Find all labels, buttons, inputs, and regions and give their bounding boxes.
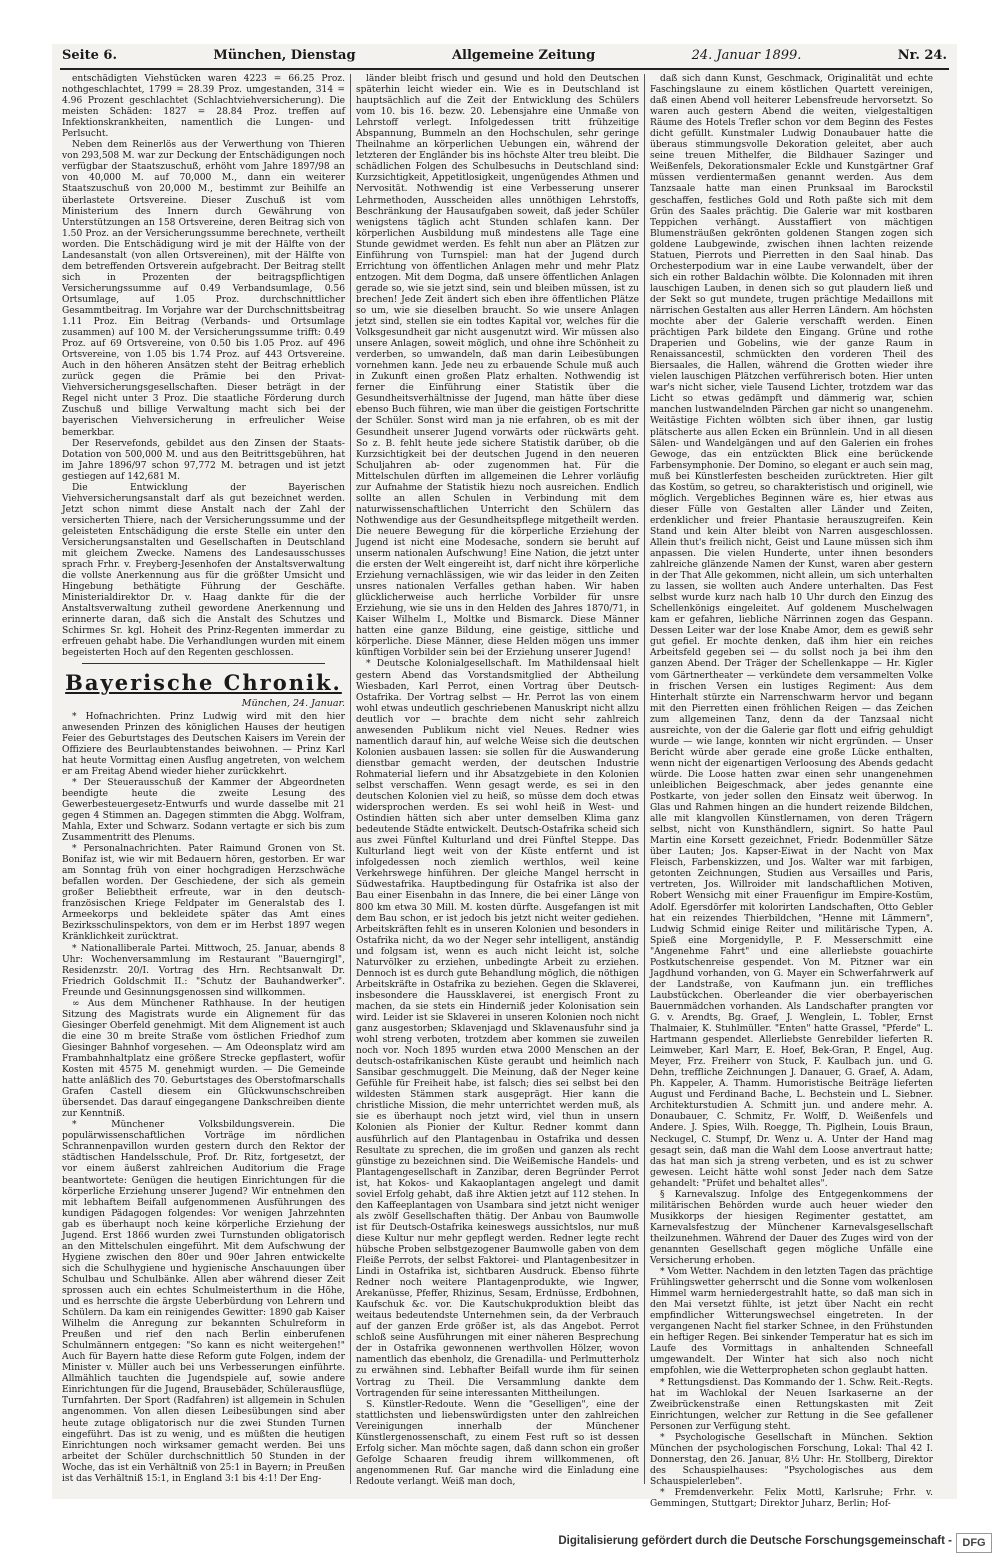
column-divider [644,74,645,1484]
page-number: Seite 6. [62,48,117,63]
column-2 [356,74,639,1489]
paragraph: * Personalnachrichten. Pater Raimund Gronen von St. Bonifaz ist, wie wir mit Bedauern hören, gestorben. Er war am Sonntag früh von einer hochgradigen Herzschwäche befallen worden. Der Geschiedene, der sich als gemein großer Beliebtheit erfreute, war in den deutsch-französischen Kriege Feldpater im Generalstab des I. Armeekorps und bekleidete später das Amt eines Bezirksschulinspektors, von dem er im Herbst 1897 wegen Kränklichkeit zurücktrat. [62,844,345,943]
paragraph: ∞ Aus dem Münchener Rathhause. In der heutigen Sitzung des Magistrats wurde ein Alignement für das Giesinger Oberfeld genehmigt. Mit dem Alignement ist auch die eine 30 m breite Straße vom östlichen Friedhof zum Giesinger Bahnhof vorgesehen. — Am Odeonsplatz wird am Frambahnhaltplatz eine größere Strecke gepflastert, wofür Kosten mit 4575 M. genehmigt wurden. — Die Gemeinde hatte anläßlich des 70. Geburtstages des Oberstofmarschalls Grafen Castell diesem ein Glückwunschschreiben übersendet. Das darauf eingegangene Dankschreiben diente zur Kenntniß. [62,998,345,1120]
column-divider [350,74,351,1484]
paragraph: daß sich dann Kunst, Geschmack, Originalität und echte Faschingslaune zu einem köstlichen Quartett vereinigen, daß einen Abend voll heiterer Lebensfreude hervorsetzt. So waren auch gestern Abend die weiten, vielgestaltigen Räume des Hotels Trefler schon vor dem Beginn des Festes dicht gefüllt. Kunstmaler Ludwig Donaubauer hatte die überaus stimmungsvolle Dekoration geleitet, aber auch seine treuen Mithelfer, die Bildhauer Sazinger und Weißenfels, Dekorationsmaler Eckle und Kunstgärtner Graf müssen verdientermaßen genannt werden. Aus dem Tanzsaale hatte man einen Prunksaal im Barockstil geschaffen, festliches Gold und Roth paßte sich mit dem Grün des Saales prächtig. Die Galerie war mit kostbaren Teppichen verhängt. Ausstaffiert von mächtigen Blumensträußen gekrönten goldenen Stangen zogen sich goldene Laubgewinde, zwischen ihnen lachten reizende Statuen, Pierrots und Pierretten in den Saal hinab. Das Orchesterpodium war in eine Laube verwandelt, über der sich ein rother Baldachin wölbte. Die Kolonnaden mit ihren lauschigen Lauben, in denen sich so gut plaudern ließ und der Sekt so gut mundete, trugen prächtige Medaillons mit närrischen Gestalten aus aller Herren Ländern. Am höchsten mochte aber der Galerie verschafft werden. Einen prächtigen Park bildete den Eingang. Grüne und rothe Draperien und Gobelins, wie der ganze Raum in Renaissancestil, schmückten den vorderen Theil des Biersaales, die Hallen, während die Grotten wieder ihre vielen lauschigen Plätzchen verführerisch boten. Hier unten war's nicht sicher, viele Tausend Lichter, trotzdem war das Licht so etwas gedämpft und dämmerig war, schien manchen lustwandelnden Pärchen gar nicht so unangenehm. Weitästige Fichten wölbten sich über ihnen, gar lustig plätscherte aus allen Ecken ein Brünnlein. Und in all diesen Sälen- und Wandelgängen und auf den Galerien ein frohes Gewoge, das ein entzückten Blick eine berückende Farbensymphonie. Der Domino, so elegant er auch sein mag, muß bei Künstlerfesten bescheiden zurücktreten. Hier gilt das Kostüm, so getreu, so charakteristisch und originell, wie möglich. Vergebliches Beginnen wäre es, hier etwas aus dieser Fülle von Gestalten aller Länder und Zeiten, erdenklicher und freier Phantasie herauszugreifen. Kein Stand und kein Alter bleibt von Narren ausgeschlossen. Allein thut's freilich nicht, Geist und Laune müssen sich ihm anpassen. Die vielen Hunderte, unter ihnen besonders zahlreiche glänzende Namen der Kunst, waren aber gestern in der That Alle gekommen, nicht allein, um sich unterhalten zu lassen, sie wollten auch Andere unterhalten. Das Fest selbst wurde kurz nach halb 10 Uhr durch den Einzug des Schellenkönigs eingeleitet. Auf goldenem Muschelwagen kam er gefahren, liebliche Närrinnen zogen das Gespann. Dessen Leiter war der lose Knabe Amor, dem es gewiß sehr gut gefiel. Er mochte denken, daß ihm hier ein reiches Arbeitsfeld gegeben sei — du sollst noch ja bei ihm den ganzen Abend. Der Träger der Schellenkappe — Hr. Kigler vom Gärtnertheater — verkündete dem versammelten Volke in frischen Versen ein lustiges Regiment: Aus dem Hinterhalt stürzte ein Narrenschwarm hervor und begann mit den Pierretten einen fröhlichen Reigen — das Zeichen zum allgemeinen Tanz, denn da der Tanzsaal nicht ausreichte, von der die Galerie gar flott und eifrig gehuldigt wurde — wie lange, konnten wir nicht ergründen. — Unser Bericht würde aber gerade eine große Lücke enthalten, wenn nicht der eigenartigen Verloosung des Abends gedacht würde. Die Loose hatten zwar einen sehr unangenehmen unleiblichen Beigeschmack, aber jedes genannte eine Postkarte, von jeder sollen den Einsatz weit überwog. In Glas und Rahmen hingen an die hundert reizende Bildchen, alle mit klangvollen Künstlernamen, von deren Trägern selbst, nicht von Kunsthändlern, signirt. So hatte Paul Martin eine Korsett gezeichnet, Friedr. Bodenmüller Sätze über Lauten; Jos. Kapser-Eiwat in der Nacht von Max Fleisch, Farbenskizzen, und Jos. Walter war mit farbigen, getonten Zeichnungen, Studien aus Versailles und Paris, vertreten, Jos. Willroider mit landschaftlichen Motiven, Robert Wensichg mit einer Frauenfigur im Empire-Kostüm, Adolf. Egersdörfer mit kolorirten Landschaften, Otto Gebler hat ein reizendes Thierbildchen, "Henne mit Lämmern", Ludwig Schmid einige Reiter und militärische Typen, A. Spieß eine Morgenidylle, P. F. Messerschmitt eine "Angenehme Fahrt" und eine allerliebste gouachirte Postkutschenreise gespendet. Von M. Pitzner war ein Jagdhund vorhanden, von G. Mayer ein Schwerfahrwerk auf der Landstraße, von Kaufmann jun. ein treffliches Laubstückchen. Oberleander die vier oberbayerischen Bauernmädchen vorhanden. Als Landschafter prangten vor G. v. Arendts, Bg. Graef, J. Wenglein, L. Tobler, Ernst Thalmaier, K. Stuhlmüller. "Enten" hatte Grassel, "Pferde" L. Hartmann gespendet. Allerliebste Genrebilder lieferten R. Leimweber, Karl Marr, E. Hoef, Bek-Gran, P. Engel, Aug. Meyer, Frz. Freiherr von Stuck, F. Kaulbach jun. und G. Dehn, treffliche Zeichnungen J. Danauer, G. Graef, A. Adam, Ph. Kappeler, A. Thamm. Humoristische Beiträge lieferten August und Ferdinand Bache, L. Bechstein und L. Siebner. Architekturstudien A. Schmitt jun. und andere mehr. A. Donaubauer, C. Schmitz, Fr. Wolff, D. Weißenfels und Andere. J. Spies, Wilh. Roegge, Th. Piglhein, Louis Braun, Neckugel, C. Stumpf, Dr. Wenz u. A. Unter der Hand mag gesagt sein, daß man die Wahl dem Loose anvertraut hatte; das hat man sich ja streng verbeten, und es ist zu schwer gewesen. Leicht hätte wohl sonst Jeder nach dem Satze gehandelt: "Prüfet und behaltet alles". [650,74,933,1189]
paragraph: Der Reservefonds, gebildet aus den Zinsen der Staats-Dotation von 500,000 M. und aus den Beitrittsgebühren, hat im Jahre 1896/97 schon 97,772 M. betragen und ist jetzt gestiegen auf 142,681 M. [62,438,345,482]
paragraph: * Deutsche Kolonialgesellschaft. Im Mathildensaal hielt gestern Abend das Vorstandsmitglied der Abtheilung Wiesbaden, Karl Perrot, einen Vortrag über Deutsch-Ostafrika. Der Vortrag selbst — Hr. Perrot las von einem wohl etwas undeutlich geschriebenen Manuskript nicht allzu deutlich vor — brachte dem nicht sehr zahlreich anwesenden Publikum nicht viel Neues. Redner wies namentlich darauf hin, auf welche Weise sich die deutschen Kolonien ausbauen lassen: sie sollen für die Auswanderung dienstbar gemacht werden, der deutschen Industrie Rohmaterial liefern und ihr Absatzgebiete in den Kolonien selbst verschaffen. Wenn gesagt werde, es sei in den deutschen Kolonien viel zu heiß, so müsse dem doch etwas widersprochen werden. Es sei wohl heiß in West- und Ostindien hätten sich aber unter demselben Klima ganz bedeutende Städte entwickelt. Deutsch-Ostafrika scheid sich aus zwei Fünftel Kulturland und drei Fünftel Steppe. Das Kulturland liegt weit von der Küste entfernt und ist infolgedessen noch ziemlich werthlos, weil keine Verkehrswege hinführen. Der gleiche Mangel herrscht in Südwestafrika. Hauptbedingung für Ostafrika ist also der Bau einer Eisenbahn in das Innere, die bei einer Länge von 800 km etwa 30 Mill. M. kosten dürfte. Ausgefangen ist mit dem Bau schon, er ist jedoch bis jetzt nicht weiter gediehen. Arbeitskräften fehlt es in unseren Kolonien und besonders in Ostafrika nicht, da wo der Neger sehr intelligent, anständig und folgsam ist, wenn es auch nicht leicht ist, solche Naturvölker zu erziehen, unbedingte Arbeit zu erziehen. Dennoch ist es durch gute Behandlung möglich, die nöthigen Arbeitskräfte in Ostafrika zu beziehen. Gegen die Sklaverei, insbesondere die Haussklaverei, ist energisch Front zu machen, da sie stets ein Hinderniß jeder Kolonisation sein wird. Leider ist sie Sklaverei in unseren Kolonien noch nicht ganz ausgestorben; Sklavenjagd und Sklavenausfuhr sind ja wohl streng verboten, trotzdem aber kommen sie zuweilen noch vor. Noch 1895 wurden etwa 2000 Menschen an der deutsch-ostafrikanischen Küste geraubt und heimlich nach Sansibar geschmuggelt. Die Meinung, daß der Neger keine Gefühle für Freiheit habe, ist falsch; dies sei selbst bei den wildesten Stämmen stark ausgeprägt. Hier kann die christliche Mission, die mehr unterrichtet werden muß, als sie es überhaupt noch jetzt wird, viel thun in unsern Kolonien als Pionier der Kultur. Redner kommt dann ausführlich auf den Plantagenbau in Ostafrika und dessen Resultate zu sprechen, die im großen und ganzen als recht günstige zu bezeichnen sind. Die Weißemische Handels- und Plantagengesellschaft in Zanzibar, deren Begründer Perrot ist, hat Kokos- und Kakaoplantagen angelegt und damit soviel Erfolg gehabt, daß ihre Aktien jetzt auf 112 stehen. In den Kaffeeplantagen von Usambara sind jetzt nicht weniger als zwölf Gesellschaften thätig. Der Anbau von Baumwolle ist für Deutsch-Ostafrika keineswegs aussichtslos, nur muß diese Kultur nur mehr gepflegt werden. Redner legte recht hübsche Proben selbstgezogener Baumwolle gaben von dem Fleiße Perrots, der selbst Faktorei- und Plantagenbesitzer in Lindi in Ostafrika ist, sichtbaren Ausdruck. Ebenso führte Redner noch weitere Plantagenprodukte, wie Ingwer, Arekanüsse, Pfeffer, Rhizinus, Sesam, Erdnüsse, Erdbohnen, Kaufschuk &c. vor. Die Kautschukproduktion bleibt das weitaus bedeutendste Unternehmen sein, da der Verbrauch auf der ganzen Erde größer ist, als das Angebot. Perrot schloß seine Ausführungen mit einer näheren Besprechung der in Ostafrika gewonnenen werthvollen Hölzer, wovon namentlich das ebenholz, die Grenadilla- und Perlmutterholz zu erwähnen sind. Lebhafter Beifall wurde ihm für seinen Vortrag zu Theil. Die Versammlung dankte dem Vortragenden für seine interessanten Mittheilungen. [356,659,639,1399]
paragraph: S. Künstler-Redoute. Wenn die "Geselligen", eine der stattlichsten und liebenswürdigsten unter den zahlreichen Vereinigungen innerhalb der Münchener Künstlergenossenschaft, zu einem Fest ruft so ist dessen Erfolg sicher. Man möchte sagen, daß dann schon ein großer Gefolge Schaaren freudig ihrem willkommenen, oft angenommenen Ruf. Gar manche wird die Einladung eine Redoute verlangt. Weiß man doch, [356,1399,639,1487]
digitization-footer [0,1535,1000,1555]
paragraph: * Münchener Volksbildungsverein. Die populärwissenschaftlichen Vorträge im nördlichen Schrannenpavillon wurden gestern durch den Rektor der städtischen Handelsschule, Prof. Dr. Ritz, fortgesetzt, der vor einem äußerst zahlreichen Auditorium die Frage beantwortete: Genügen die heutigen Einrichtungen für die körperliche Erziehung unserer Jugend? Wir entnehmen den mit lebhaftem Beifall aufgenommenen Ausführungen des kundigen Pädagogen folgendes: Vor wenigen Jahrzehnten gab es überhaupt noch keine körperliche Erziehung der Jugend. Erst 1866 wurden zwei Turnstunden obligatorisch an den Mittelschulen eingeführt. Mit dem Aufschwung der Hygiene zwischen den 80er und 90er Jahren entwickelte sich die Schulhygiene und hygienische Anschauungen über Schulbau und Schulbänke. Allen aber während dieser Zeit sprossen auch ein echtes Schulmeisterthum in die Höhe, und es herrschte die ärgste Ueberbürdung von Lehrern und Schülern. Da kam ein reinigendes Gewitter: 1890 gab Kaiser Wilhelm die Anregung zur bekannten Schulreform in Preußen und rief den nach Berlin einberufenen Schulmännern entgegen: "So kann es nicht weitergehen!" Auch für Bayern hatte diese Reform gute Folgen, indem der Minister v. Müller auch bei uns Verbesserungen einführte. Allmählich tauchten die Jugendspiele auf, sowie andere Einrichtungen für die Jugend, Brausebäder, Schülerausflüge, Turnfahrten. Der Sport (Radfahren) ist allgemein in Schulen angenommen. Von allen diesen Leibesübungen sind aber heute zutage obligatorisch nur die zwei Stunden Turnen eingeführt. Das ist zu wenig, und es müßten die heutigen Einrichtungen noch wirksamer gemacht werden. Bei uns arbeitet der Schüler durchschnittlich 50 Stunden in der Woche, das ist ein Verhältniß von 25:1 in Bayern; in Preußen ist das Verhältniß 15:1, in England 3:1 bis 4:1! Der Eng- [62,1120,345,1484]
place-day: München, Dienstag [213,48,356,63]
paragraph: * Vom Wetter. Nachdem in den letzten Tagen das prächtige Frühlingswetter geherrscht und die Sonne vom wolkenlosen Himmel warm herniedergestrahlt hatte, so daß man sich in den Mai versetzt fühlte, ist jetzt über Nacht ein recht empfindlicher Witterungswechsel eingetreten. In der vergangenen Nacht fiel starker Schnee, in den Frühstunden ein heftiger Regen. Bei sinkender Temperatur hat es sich im Laufe des Vormittags in anhaltenden Schneefall umgewandelt. Der Winter hat sich also noch nicht empfohlen, wie die Wetterpropheten schon geglaubt hatten. [650,1267,933,1377]
funding-note: Digitalisierung gefördert durch die Deutsche Forschungsgemeinschaft - [558,1535,952,1547]
issue-date: 24. Januar 1899. [691,48,802,63]
column-1 [62,74,345,1489]
page-header [62,48,947,68]
paragraph: * Der Steuerausschuß der Kammer der Abgeordneten beendigte heute die zweite Lesung des Gewerbesteuergesetz-Entwurfs und wurde dasselbe mit 21 gegen 4 Stimmen an. Dagegen stimmten die Abgg. Wolfram, Mahla, Exter und Schwarz. Sodann vertagte er sich bis zum Zusammentritt des Plenums. [62,777,345,844]
paragraph: Die Entwicklung der Bayerischen Viehversicherungsanstalt darf als gut bezeichnet werden. Jetzt schon nimmt diese Anstalt nach der Zahl der versicherten Thiere, nach der Versicherungssumme und der geleisteten Entschädigung die erste Stelle ein unter den Versicherungsanstalten und Gesellschaften in Deutschland mit gleichem Zwecke. Namens des Landesausschusses sprach Frhr. v. Freyberg-Jesenhofen der Anstaltsverwaltung die vollste Anerkennung aus für die größter Umsicht und Hingebung bethätigte Führung der Geschäfte. Ministerialdirektor Dr. v. Haag dankte für die der Anstaltsverwaltung zutheil gewordene Anerkennung und erinnerte daran, daß sich die Anstalt des Schutzes und Schirmes Sr. kgl. Hoheit des Prinz-Regenten immerdar zu erfreuen gehabt habe. Die Verhandlungen wurden mit einem begeisterten Hoch auf den Regenten geschlossen. [62,482,345,659]
section-title: Bayerische Chronik. [65,670,342,696]
paragraph: § Karnevalszug. Infolge des Entgegenkommens der militärischen Behörden wurde auch heuer wieder den Musikkorps der hiesigen Regimenter gestattet, am Karnevalsfestzug der Münchener Karnevalsgesellschaft theilzunehmen. Während der Dauer des Zuges wird von der genannten Gesellschaft gegen mögliche Unfälle eine Versicherung erhoben. [650,1189,933,1267]
paragraph: * Fremdenverkehr. Felix Mottl, Karlsruhe; Frhr. v. Gemmingen, Stuttgart; Direktor Juharz, Berlin; Hof- [650,1488,933,1510]
paragraph: * Rettungsdienst. Das Kommando der 1. Schw. Reit.-Regts. hat im Wachlokal der Neuen Isarkaserne an der Zweibrückenstraße einen Rettungskasten mit Zeit Einrichtungen, welcher zur Rettung in die See gefallener Personen zur Verfügung steht. [650,1377,933,1432]
issue-number: Nr. 24. [897,48,947,63]
newspaper-page [52,44,957,1510]
paragraph: entschädigten Viehstücken waren 4223 = 66.25 Proz. nothgeschlachtet, 1799 = 28.39 Proz. umgestanden, 314 = 4.96 Prozent geschlachtet (Schlachtviehversicherung). Die meisten Schäden: 1827 = 28.84 Proz. treffen auf Infektionskrankheiten, namentlich die Lungen- und Perlsucht. [62,74,345,140]
section-separator [82,663,325,664]
newspaper-title: Allgemeine Zeitung [451,48,596,63]
header-rule [60,68,949,70]
paragraph: * Hofnachrichten. Prinz Ludwig wird mit den hier anwesenden Prinzen des königlichen Hauses der heutigen Feier des Geburtstages des Deutschen Kaisers im Verein der Offiziere des Beurlaubtenstandes beiwohnen. — Prinz Karl hat heute Vormittag einen Ausflug angetreten, von welchem er am Freitag Abend wieder hieher zurückkehrt. [62,711,345,777]
column-3 [650,74,933,1510]
dfg-logo: DFG [956,1533,992,1553]
dateline: München, 24. Januar. [241,698,345,710]
paragraph: Neben dem Reinerlös aus der Verwerthung von Thieren von 293,508 M. war zur Deckung der Entschädigungen noch verfügbar der Staatszuschuß, erhöht vom Jahre 1897/98 an von 40,000 M. auf 70,000 M., dann ein weiterer Staatszuschuß von 20,000 M., bestimmt zur Beihilfe an überlastete Ortsvereine. Dieser Zuschuß ist vom Ministerium des Innern durch Gewährung von Unterstützungen an 158 Ortsvereine, deren Beitrag sich von 1.50 Proz. an der Versicherungssumme berechnete, vertheilt worden. Die Entschädigung wird je mit der Hälfte von der Landesanstalt (von allen Ortsvereinen), mit der Hälfte von dem betreffenden Ortsverein aufgebracht. Der Beitrag stellt sich in Prozenten der beitragspflichtigen Versicherungssumme auf 0.49 Verbandsumlage, 0.56 Ortsumlage, auf 1.05 Proz. durchschnittlicher Gesammtbeitrag. Im Vorjahre war der Durchschnittsbeitrag 1.11 Proz. Ein Beitrag (Verbands- und Ortsumlage zusammen) auf 100 M. der Versicherungssumme trifft: 0.49 Proz. auf 69 Ortsvereine, von 0.50 bis 1.05 Proz. auf 496 Ortsvereine, von 1.05 bis 1.74 Proz. auf 443 Ortsvereine. Auch in den höheren Ansätzen steht der Beitrag erheblich zurück gegen die Prämie bei den Privat-Viehversicherungsgesellschaften. Dieser beträgt in der Regel nicht unter 3 Proz. Die staatliche Förderung durch Zuschuß und billige Verwaltung macht sich bei der bayerischen Viehversicherung in erfreulicher Weise bemerkbar. [62,140,345,438]
paragraph: länder bleibt frisch und gesund und hold den Deutschen späterhin leicht wieder ein. Wie es in Deutschland ist hauptsächlich auf die Zeit der Entwicklung des Schülers vom 10. bis 16. bezw. 20. Lebensjahre eine Unmaße von Lehrstoff verlegt. Infolgedessen tritt frühzeitige Abspannung, Bummeln an den Hochschulen, sehr geringe Theilnahme an körperlichen Uebungen ein, während der letzteren der Engländer bis ins höchste Alter treu bleibt. Die schädlichen Folgen des Schulbesuchs in Deutschland sind: Kurzsichtigkeit, Appetitlosigkeit, ungenügendes Athmen und Nervosität. Nothwendig ist eine Verbesserung unserer Lehrmethoden, Ausscheiden alles unnöthigen Lehrstoffs, Beschränkung der Hausaufgaben soweit, daß jeder Schüler wenigstens täglich acht Stunden schlafen kann. Der körperlichen Ausbildung muß mindestens alle Tage eine Stunde gewidmet werden. Es fehlt nun aber an Plätzen zur Einführung von Turnspiel: man hat der Jugend durch Errichtung von öffentlichen Anlagen mehr und mehr Platz entzogen. Mit dem Dogma, daß unsere öffentlichen Anlagen gerade so, wie sie jetzt sind, sein und bleiben müssen, ist zu brechen! Jede Zeit ändert sich eben ihre öffentlichen Plätze so um, wie sie dieselben braucht. So wie unsere Anlagen jetzt sind, stellen sie ein todtes Kapital vor, welches für die Volksgesundheit gar nicht ausgenutzt wird. Wir müssen also unsere Anlagen, soweit möglich, und ohne ihre Schönheit zu verderben, so umwandeln, daß man darin Leibesübungen vornehmen kann. Jede neu zu erbauende Schule muß auch in Zukunft einen großen Platz erhalten. Nothwendig ist ferner die Einführung einer Statistik über die Gesundheitsverhältnisse der Jugend, man hätte über diese ebenso Buch führen, wie man über die geistigen Fortschritte der Schüler. Sonst wird man ja nie erfahren, ob es mit der Gesundheit unserer Jugend vorwärts oder rückwärts geht. So z. B. fehlt heute jede sichere Statistik darüber, ob die Kurzsichtigkeit bei der deutschen Jugend in den neueren Schuljahren ab- oder zugenommen hat. Für die Mittelschulen dürften im allgemeinen die Lehrer vorläufig zur Aufnahme der Statistik hiezu noch ausreichen. Endlich sollte an allen Schulen in Verbindung mit dem naturwissenschaftlichen Unterricht den Schülern das Nothwendige aus der Gesundheitspflege mitgetheilt werden. Die neuere Bewegung für die körperliche Erziehung der Jugend ist nicht eine Modesache, sondern sie beruht auf unserm nationalen Aufschwung! Eine Nation, die jetzt unter die ersten der Welt eingereiht ist, darf nicht ihre körperliche Erziehung vernachlässigen, wie wir das leider in den Zeiten unsres nationalen Verfalles gethan haben. Wir haben glücklicherweise auch herrliche Vorbilder für unsre Erziehung, wie sie uns in den Helden des Jahres 1870/71, in Kaiser Wilhelm I., Moltke und Bismarck. Diese Männer hatten eine ganze Bildung, eine geistige, sittliche und körperliche. Diese Männer, diese Helden mögen uns immer künftigen Vorbilder sein bei der Erziehung unserer Jugend! [356,74,639,659]
paragraph: * Psychologische Gesellschaft in München. Sektion München der psychologischen Forschung, Lokal: Thal 42 I. Donnerstag, den 26. Januar, 8½ Uhr: Hr. Stollberg, Direktor des Schauspielhauses: "Psychologisches aus dem Schauspielerleben". [650,1432,933,1487]
paragraph: * Nationalliberale Partei. Mittwoch, 25. Januar, abends 8 Uhr: Wochenversammlung im Restaurant "Bauerngirgl", Residenzstr. 20/I. Vortrag des Hrn. Rechtsanwalt Dr. Friedrich Goldschmit II.: "Schutz der Bauhandwerker". Freunde und Gesinnungsgenossen sind willkommen. [62,943,345,998]
